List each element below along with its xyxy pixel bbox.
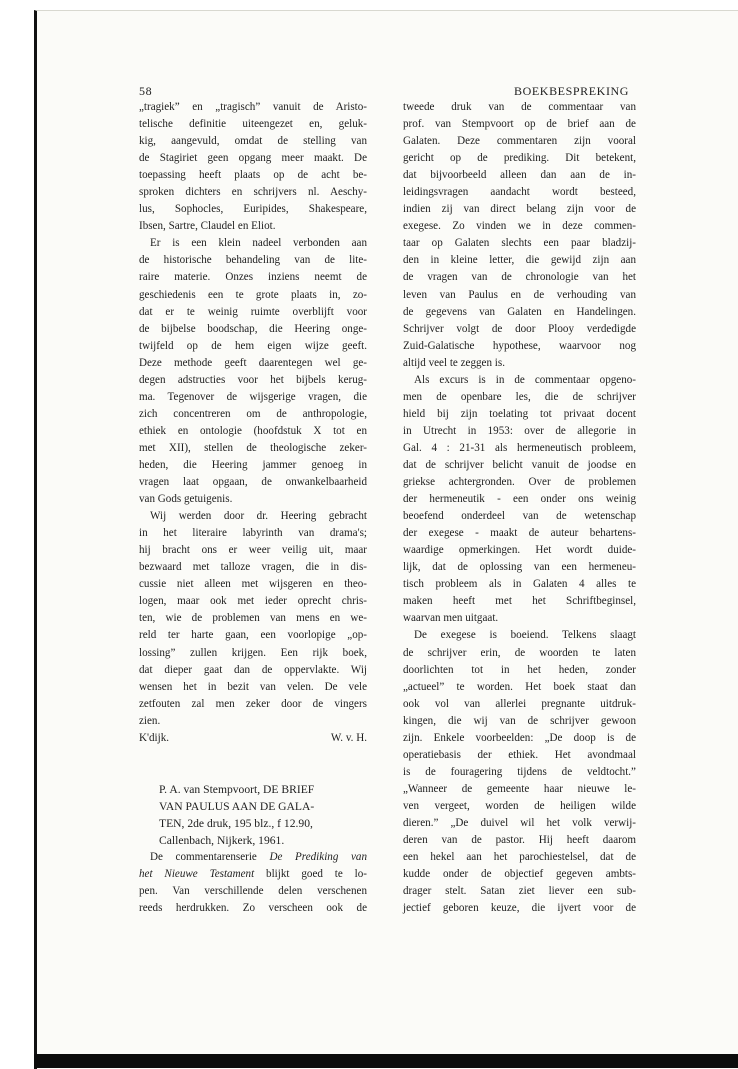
text-line bbox=[139, 900, 367, 917]
text-line: is de fouragering tijdens de veldtocht.” bbox=[403, 765, 636, 778]
review-heading-line: VAN PAULUS AAN DE GALA- bbox=[159, 799, 315, 813]
text-line: degen adstructies voor het bijbels kerug- bbox=[139, 373, 367, 386]
text-line: de vragen van de chronologie van het bbox=[403, 271, 636, 284]
text-line: met XII), stellen de theologische zeker- bbox=[139, 441, 367, 454]
text-line: ethiek en ontologie (hoofdstuk X tot en bbox=[139, 424, 367, 437]
text-line: van Gods getuigenis. bbox=[139, 493, 233, 506]
text-line: Wij werden door dr. Heering gebracht bbox=[150, 510, 367, 523]
left-column bbox=[139, 99, 367, 917]
text-line: in Utrecht in 1953: over de allegorie in bbox=[403, 424, 636, 437]
text-line: indien zij van direct belang zijn voor de bbox=[403, 203, 636, 216]
text-line: taar op Galaten slechts een paar bladzij- bbox=[403, 237, 636, 250]
running-head: BOEKBESPREKING bbox=[514, 84, 630, 98]
text-line bbox=[139, 849, 367, 866]
text-line: kudde onder de objectief gegeven ambts- bbox=[403, 868, 636, 881]
text-line: dieren.” „De duivel wil het volk verwij- bbox=[403, 816, 636, 829]
text-line: prof. van Stempvoort op de brief aan de bbox=[403, 118, 636, 131]
spacer bbox=[139, 764, 367, 781]
text-line: der exegese - maakt de auteur behartens- bbox=[403, 527, 636, 540]
text-line: jectief geboren keuze, die ijvert voor de bbox=[403, 902, 636, 915]
text-line: maken heeft met het Schriftbeginsel, bbox=[403, 595, 636, 608]
text-line: de Stagiriet geen opgang meer maakt. De bbox=[139, 152, 367, 165]
text-line: zich concentreren om de anthropologie, bbox=[139, 407, 367, 420]
text-line: Zuid-Galatische hypothese, waarvoor nog bbox=[403, 339, 636, 352]
text-segment: pen. Van verschillende delen verschenen bbox=[139, 885, 367, 898]
text-line: zien. bbox=[139, 714, 161, 727]
review-signature bbox=[139, 730, 367, 747]
review-heading-line: TEN, 2de druk, 195 blz., f 12.90, bbox=[159, 816, 313, 830]
text-segment: blijkt goed te lo- bbox=[254, 868, 367, 881]
review-heading-line: Callenbach, Nijkerk, 1961. bbox=[159, 833, 285, 847]
text-line: „Wanneer de gemeente haar nieuwe le- bbox=[403, 782, 636, 795]
text-line: cussie niet alleen met wijsgeren en theo- bbox=[139, 578, 367, 591]
text-line: sproken dichters en schrijvers nl. Aeschy- bbox=[139, 186, 367, 199]
text-line: de gegevens van Galaten en Handelingen. bbox=[403, 305, 636, 318]
text-line: leven van Paulus en de verhouding van bbox=[403, 288, 636, 301]
review-opening bbox=[139, 849, 367, 917]
text-line: Schrijver volgt de door Plooy verdedigde bbox=[403, 322, 636, 335]
text-line: de bijbelse boodschap, die Heering onge- bbox=[139, 322, 367, 335]
text-line: drager stelt. Satan ziet liever een sub- bbox=[403, 885, 636, 898]
text-line: men de openbare les, die de schrijver bbox=[403, 390, 636, 403]
text-line: Gal. 4 : 21-31 als hermeneutisch probleem, bbox=[403, 441, 636, 454]
text-line: den in kleine letter, die gewijd zijn aan bbox=[403, 254, 636, 267]
text-line: Als excurs is in de commentaar opgeno- bbox=[414, 373, 636, 386]
text-line: waardige opmerkingen. Het wordt duide- bbox=[403, 544, 636, 557]
italic-title: De Prediking van bbox=[269, 850, 367, 863]
text-line: in het literaire labyrinth van drama's; bbox=[139, 527, 367, 540]
text-line: operatiebasis der ethiek. Het avondmaal bbox=[403, 748, 636, 761]
text-line: „actueel” te worden. Het boek staat dan bbox=[403, 680, 636, 693]
text-line: ma. Tegenover de wijsgerige vragen, die bbox=[139, 390, 367, 403]
text-line: vragen laat opgaan, de onwankelbaarheid bbox=[139, 476, 367, 489]
text-line: lossing” zullen krijgen. Een rijk boek, bbox=[139, 646, 367, 659]
text-line: leidingsvragen aandacht wordt besteed, bbox=[403, 186, 636, 199]
text-line: hield bij zijn toelating tot privaat docent bbox=[403, 407, 636, 420]
text-line: toepassing heeft plaats op de acht be- bbox=[139, 169, 367, 182]
text-line: dat er te weinig ruimte overblijft voor bbox=[139, 305, 367, 318]
review-heading bbox=[139, 781, 367, 849]
text-line: een hekel aan het parochiestelsel, dat de bbox=[403, 851, 636, 864]
text-line: raire materie. Onzes inziens neemt de bbox=[139, 271, 367, 284]
text-line bbox=[139, 866, 367, 883]
text-segment: reeds herdrukken. Zo verscheen ook de bbox=[139, 902, 367, 915]
text-line: lijk, dat de oplossing van een hermeneu- bbox=[403, 561, 636, 574]
text-segment: De commentarenserie bbox=[150, 850, 270, 863]
text-line: Er is een klein nadeel verbonden aan bbox=[150, 237, 367, 250]
text-line: dat de schrijver belicht vanuit de joodse en bbox=[403, 458, 636, 471]
page-number: 58 bbox=[139, 84, 153, 98]
right-column-body bbox=[403, 99, 636, 917]
text-line: bezwaard met talloze vragen, die in dis- bbox=[139, 561, 367, 574]
right-column bbox=[403, 99, 636, 917]
text-line: waarvan men uitgaat. bbox=[403, 612, 499, 625]
text-line: ven vergeet, worden de heiligen wilde bbox=[403, 799, 636, 812]
text-line: der hermeneutik - een onder ons weinig bbox=[403, 493, 636, 506]
text-line: tweede druk van de commentaar van bbox=[403, 101, 636, 113]
text-line: gericht op de prediking. Dit betekent, bbox=[403, 152, 636, 165]
text-line: logen, maar ook met ieder oprecht chris- bbox=[139, 595, 367, 608]
text-line: griekse achtergronden. Over de problemen bbox=[403, 476, 636, 489]
text-line: exegese. Zo vinden we in deze commen- bbox=[403, 220, 636, 233]
text-line: tisch probleem als in Galaten 4 alles te bbox=[403, 578, 636, 591]
text-line: De exegese is boeiend. Telkens slaagt bbox=[414, 629, 636, 642]
text-line: twijfeld op de hem eigen wijze geeft. bbox=[139, 339, 367, 352]
text-line: ook vol van allerlei pregnante uitdruk- bbox=[403, 697, 636, 710]
text-line: heden, die Heering jammer genoeg in bbox=[139, 458, 367, 471]
left-column-body bbox=[139, 99, 367, 730]
text-line: beoefend onderdeel van de wetenschap bbox=[403, 510, 636, 523]
signature-initials: W. v. H. bbox=[330, 731, 367, 744]
text-line: Deze methode geeft daarentegen wel ge- bbox=[139, 356, 367, 369]
text-line: Ibsen, Sartre, Claudel en Eliot. bbox=[139, 220, 276, 233]
text-line: „tragiek” en „tragisch” vanuit de Aristo- bbox=[139, 101, 367, 113]
text-line: zetfouten zal men zeker door de vingers bbox=[139, 697, 367, 710]
text-line: wensen het in bezit van velen. De vele bbox=[139, 680, 367, 693]
text-line: de historische behandeling van de lite- bbox=[139, 254, 367, 267]
text-line: kingen, die wij van de schrijver gewoon bbox=[403, 714, 636, 727]
text-line bbox=[139, 883, 367, 900]
text-line: geschiedenis een te grote plaats in, zo- bbox=[139, 288, 367, 301]
text-line: kig, aangevuld, omdat de stelling van bbox=[139, 135, 367, 148]
text-line: lus, Sophocles, Euripides, Shakespeare, bbox=[139, 203, 367, 216]
text-line: altijd veel te zeggen is. bbox=[403, 356, 505, 369]
review-heading-line: P. A. van Stempvoort, DE BRIEF bbox=[159, 782, 315, 796]
spacer bbox=[139, 747, 367, 764]
text-line: dat bijvoorbeeld alleen dan aan de in- bbox=[403, 169, 636, 182]
page-bottom-edge bbox=[34, 1054, 738, 1068]
text-line: ten, wie de problemen van mens en we- bbox=[139, 612, 367, 625]
text-line: zijn. Enkele voorbeelden: „De doop is de bbox=[403, 731, 636, 744]
signature-place: K'dijk. bbox=[139, 731, 170, 744]
text-line: Galaten. Deze commentaren zijn vooral bbox=[403, 135, 636, 148]
text-line: deren van de pastor. Hij heeft daarom bbox=[403, 834, 636, 847]
text-line: dat dieper gaat dan de oppervlakte. Wij bbox=[139, 663, 367, 676]
italic-title: het Nieuwe Testament bbox=[139, 868, 255, 881]
text-line: telische definitie uiteengezet en, geluk- bbox=[139, 118, 367, 131]
text-line: reld ter harte gaan, een voorlopige „op- bbox=[139, 629, 367, 642]
text-line: hij bracht ons er weer veilig uit, maar bbox=[139, 544, 367, 557]
text-line: doorlichten tot in het heden, zonder bbox=[403, 663, 636, 676]
text-line: de schrijver erin, de woorden te laten bbox=[403, 646, 636, 659]
